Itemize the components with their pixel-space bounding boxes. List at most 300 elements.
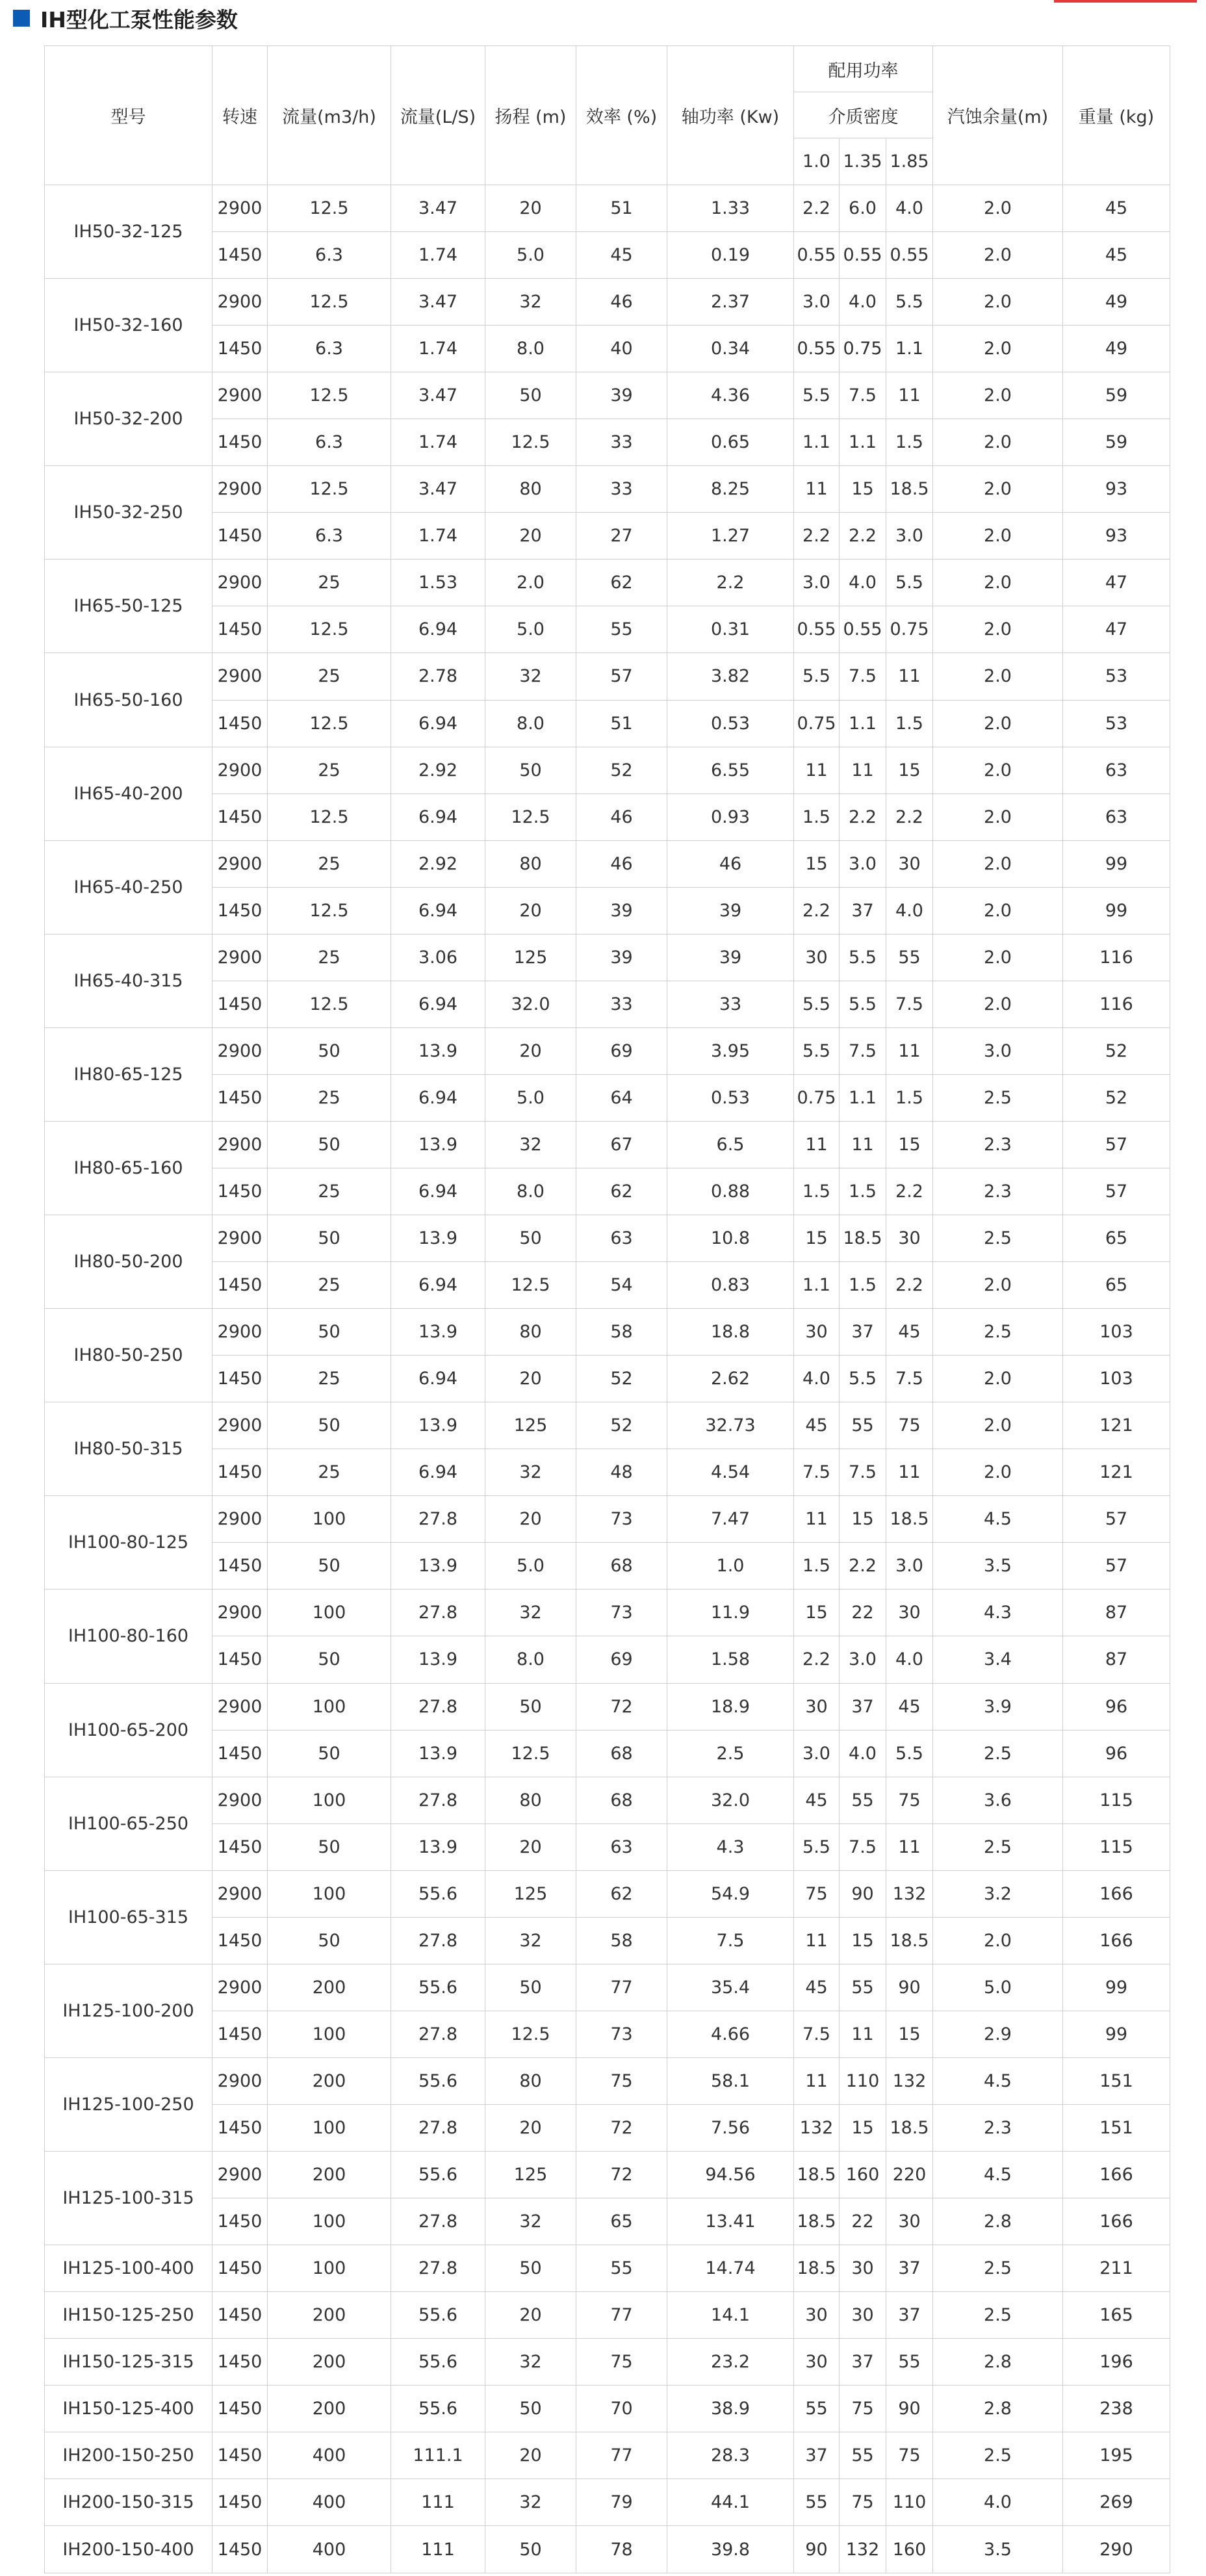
weight-cell: 93 (1063, 513, 1170, 560)
npsh-cell: 3.6 (933, 1777, 1063, 1823)
speed-cell: 1450 (212, 2479, 268, 2526)
flow-ls-cell: 27.8 (391, 2245, 485, 2292)
power-density-3-cell: 3.0 (886, 513, 933, 560)
efficiency-cell: 52 (576, 747, 667, 793)
flow-ls-cell: 3.47 (391, 279, 485, 326)
header-density-1: 1.0 (794, 138, 840, 185)
model-cell: IH50-32-125 (45, 185, 212, 279)
power-density-3-cell: 30 (886, 2198, 933, 2245)
model-cell: IH50-32-250 (45, 466, 212, 560)
flow-m3h-cell: 12.5 (268, 279, 391, 326)
shaft-power-cell: 3.95 (667, 1027, 794, 1074)
efficiency-cell: 75 (576, 2057, 667, 2104)
table-row (45, 793, 1170, 840)
table-row (45, 232, 1170, 279)
power-density-1-cell: 18.5 (794, 2151, 840, 2198)
weight-cell: 121 (1063, 1449, 1170, 1496)
efficiency-cell: 75 (576, 2339, 667, 2386)
npsh-cell: 2.0 (933, 279, 1063, 326)
flow-ls-cell: 55.6 (391, 2292, 485, 2339)
power-density-1-cell: 30 (794, 2292, 840, 2339)
power-density-3-cell: 15 (886, 747, 933, 793)
npsh-cell: 4.5 (933, 1496, 1063, 1543)
weight-cell: 57 (1063, 1168, 1170, 1215)
power-density-3-cell: 15 (886, 1121, 933, 1168)
head-cell: 80 (485, 1777, 576, 1823)
efficiency-cell: 33 (576, 981, 667, 1027)
power-density-1-cell: 0.75 (794, 700, 840, 747)
speed-cell: 1450 (212, 2526, 268, 2573)
flow-m3h-cell: 50 (268, 1730, 391, 1777)
power-density-3-cell: 37 (886, 2292, 933, 2339)
weight-cell: 99 (1063, 2011, 1170, 2057)
head-cell: 20 (485, 1356, 576, 1402)
npsh-cell: 2.8 (933, 2339, 1063, 2386)
weight-cell: 57 (1063, 1496, 1170, 1543)
efficiency-cell: 62 (576, 1870, 667, 1917)
speed-cell: 1450 (212, 232, 268, 279)
power-density-3-cell: 4.0 (886, 887, 933, 934)
flow-m3h-cell: 25 (268, 747, 391, 793)
shaft-power-cell: 23.2 (667, 2339, 794, 2386)
power-density-1-cell: 2.2 (794, 887, 840, 934)
power-density-1-cell: 11 (794, 2057, 840, 2104)
npsh-cell: 3.5 (933, 1543, 1063, 1590)
shaft-power-cell: 6.5 (667, 1121, 794, 1168)
head-cell: 50 (485, 2386, 576, 2432)
table-row (45, 1496, 1170, 1543)
shaft-power-cell: 11.9 (667, 1590, 794, 1636)
npsh-cell: 2.0 (933, 326, 1063, 372)
flow-m3h-cell: 200 (268, 2292, 391, 2339)
flow-m3h-cell: 12.5 (268, 700, 391, 747)
power-density-1-cell: 5.5 (794, 981, 840, 1027)
efficiency-cell: 64 (576, 1074, 667, 1121)
weight-cell: 196 (1063, 2339, 1170, 2386)
speed-cell: 2900 (212, 185, 268, 232)
flow-m3h-cell: 100 (268, 2011, 391, 2057)
power-density-3-cell: 5.5 (886, 560, 933, 606)
head-cell: 125 (485, 1870, 576, 1917)
power-density-2-cell: 7.5 (840, 1449, 886, 1496)
table-row (45, 1074, 1170, 1121)
speed-cell: 1450 (212, 2198, 268, 2245)
head-cell: 125 (485, 1402, 576, 1449)
npsh-cell: 2.0 (933, 981, 1063, 1027)
power-density-3-cell: 90 (886, 1964, 933, 2011)
flow-m3h-cell: 25 (268, 1356, 391, 1402)
efficiency-cell: 70 (576, 2386, 667, 2432)
power-density-3-cell: 110 (886, 2479, 933, 2526)
power-density-3-cell: 1.5 (886, 1074, 933, 1121)
flow-ls-cell: 2.92 (391, 747, 485, 793)
shaft-power-cell: 0.34 (667, 326, 794, 372)
weight-cell: 53 (1063, 700, 1170, 747)
power-density-3-cell: 11 (886, 653, 933, 700)
flow-m3h-cell: 200 (268, 2151, 391, 2198)
performance-table (44, 45, 1170, 2573)
power-density-1-cell: 11 (794, 466, 840, 513)
flow-m3h-cell: 200 (268, 2386, 391, 2432)
speed-cell: 2900 (212, 466, 268, 513)
weight-cell: 115 (1063, 1777, 1170, 1823)
efficiency-cell: 57 (576, 653, 667, 700)
efficiency-cell: 72 (576, 2151, 667, 2198)
weight-cell: 96 (1063, 1683, 1170, 1730)
head-cell: 125 (485, 2151, 576, 2198)
table-row (45, 700, 1170, 747)
weight-cell: 116 (1063, 981, 1170, 1027)
efficiency-cell: 68 (576, 1777, 667, 1823)
head-cell: 32 (485, 1917, 576, 1964)
efficiency-cell: 77 (576, 1964, 667, 2011)
model-cell: IH80-65-125 (45, 1027, 212, 1121)
flow-m3h-cell: 200 (268, 1964, 391, 2011)
npsh-cell: 2.0 (933, 1449, 1063, 1496)
speed-cell: 1450 (212, 793, 268, 840)
head-cell: 20 (485, 1027, 576, 1074)
flow-m3h-cell: 100 (268, 1870, 391, 1917)
efficiency-cell: 67 (576, 1121, 667, 1168)
flow-m3h-cell: 6.3 (268, 232, 391, 279)
model-cell: IH80-50-200 (45, 1215, 212, 1309)
table-row (45, 2479, 1170, 2526)
speed-cell: 2900 (212, 1309, 268, 1356)
flow-m3h-cell: 25 (268, 1449, 391, 1496)
power-density-3-cell: 30 (886, 1215, 933, 1262)
shaft-power-cell: 4.36 (667, 372, 794, 419)
speed-cell: 2900 (212, 747, 268, 793)
model-cell: IH65-40-315 (45, 934, 212, 1027)
model-cell: IH50-32-160 (45, 279, 212, 372)
flow-ls-cell: 55.6 (391, 1964, 485, 2011)
head-cell: 12.5 (485, 1730, 576, 1777)
power-density-2-cell: 3.0 (840, 1636, 886, 1683)
power-density-1-cell: 11 (794, 1121, 840, 1168)
head-cell: 32 (485, 279, 576, 326)
flow-ls-cell: 111 (391, 2479, 485, 2526)
speed-cell: 1450 (212, 2011, 268, 2057)
speed-cell: 2900 (212, 653, 268, 700)
head-cell: 32 (485, 1449, 576, 1496)
weight-cell: 99 (1063, 1964, 1170, 2011)
power-density-3-cell: 7.5 (886, 981, 933, 1027)
flow-ls-cell: 1.74 (391, 232, 485, 279)
shaft-power-cell: 32.0 (667, 1777, 794, 1823)
power-density-2-cell: 22 (840, 1590, 886, 1636)
efficiency-cell: 77 (576, 2292, 667, 2339)
speed-cell: 2900 (212, 1777, 268, 1823)
table-row (45, 606, 1170, 653)
npsh-cell: 2.5 (933, 1730, 1063, 1777)
power-density-2-cell: 15 (840, 2104, 886, 2151)
npsh-cell: 2.0 (933, 232, 1063, 279)
table-row (45, 1636, 1170, 1683)
shaft-power-cell: 7.5 (667, 1917, 794, 1964)
flow-m3h-cell: 25 (268, 934, 391, 981)
power-density-3-cell: 55 (886, 934, 933, 981)
flow-m3h-cell: 12.5 (268, 185, 391, 232)
speed-cell: 1450 (212, 981, 268, 1027)
head-cell: 50 (485, 2245, 576, 2292)
speed-cell: 1450 (212, 1449, 268, 1496)
weight-cell: 151 (1063, 2057, 1170, 2104)
head-cell: 80 (485, 2057, 576, 2104)
power-density-2-cell: 3.0 (840, 840, 886, 887)
shaft-power-cell: 1.0 (667, 1543, 794, 1590)
power-density-3-cell: 1.1 (886, 326, 933, 372)
efficiency-cell: 46 (576, 793, 667, 840)
npsh-cell: 2.0 (933, 653, 1063, 700)
flow-ls-cell: 13.9 (391, 1215, 485, 1262)
flow-ls-cell: 55.6 (391, 2057, 485, 2104)
weight-cell: 45 (1063, 232, 1170, 279)
power-density-1-cell: 2.2 (794, 513, 840, 560)
head-cell: 20 (485, 1496, 576, 1543)
flow-m3h-cell: 25 (268, 560, 391, 606)
power-density-2-cell: 55 (840, 1402, 886, 1449)
flow-m3h-cell: 25 (268, 1168, 391, 1215)
flow-m3h-cell: 50 (268, 1027, 391, 1074)
flow-m3h-cell: 12.5 (268, 981, 391, 1027)
weight-cell: 65 (1063, 1262, 1170, 1309)
power-density-2-cell: 7.5 (840, 653, 886, 700)
weight-cell: 269 (1063, 2479, 1170, 2526)
model-cell: IH80-65-160 (45, 1121, 212, 1215)
table-row (45, 513, 1170, 560)
speed-cell: 1450 (212, 1262, 268, 1309)
head-cell: 5.0 (485, 1543, 576, 1590)
header-density: 介质密度 (794, 92, 933, 138)
efficiency-cell: 62 (576, 1168, 667, 1215)
table-row (45, 279, 1170, 326)
efficiency-cell: 52 (576, 1356, 667, 1402)
power-density-2-cell: 1.1 (840, 419, 886, 466)
header-matched-power: 配用功率 (794, 46, 933, 92)
shaft-power-cell: 58.1 (667, 2057, 794, 2104)
model-cell: IH100-65-200 (45, 1683, 212, 1777)
page-title: IH型化工泵性能参数 (40, 6, 238, 32)
model-cell: IH150-125-315 (45, 2339, 212, 2386)
table-row (45, 1309, 1170, 1356)
flow-ls-cell: 6.94 (391, 1449, 485, 1496)
header-head: 扬程 (m) (485, 46, 576, 185)
weight-cell: 99 (1063, 887, 1170, 934)
table-row (45, 2432, 1170, 2479)
power-density-3-cell: 45 (886, 1683, 933, 1730)
shaft-power-cell: 46 (667, 840, 794, 887)
shaft-power-cell: 28.3 (667, 2432, 794, 2479)
efficiency-cell: 39 (576, 934, 667, 981)
header-density-2: 1.35 (840, 138, 886, 185)
weight-cell: 52 (1063, 1074, 1170, 1121)
npsh-cell: 2.0 (933, 934, 1063, 981)
power-density-1-cell: 1.1 (794, 1262, 840, 1309)
table-row (45, 2292, 1170, 2339)
model-cell: IH80-50-315 (45, 1402, 212, 1496)
power-density-2-cell: 2.2 (840, 793, 886, 840)
flow-ls-cell: 6.94 (391, 1074, 485, 1121)
power-density-1-cell: 30 (794, 934, 840, 981)
head-cell: 80 (485, 1309, 576, 1356)
power-density-2-cell: 37 (840, 1683, 886, 1730)
power-density-1-cell: 15 (794, 1590, 840, 1636)
power-density-3-cell: 37 (886, 2245, 933, 2292)
power-density-2-cell: 110 (840, 2057, 886, 2104)
head-cell: 32 (485, 2479, 576, 2526)
flow-m3h-cell: 50 (268, 1402, 391, 1449)
power-density-2-cell: 11 (840, 1121, 886, 1168)
power-density-1-cell: 11 (794, 1917, 840, 1964)
table-row (45, 887, 1170, 934)
head-cell: 50 (485, 1215, 576, 1262)
flow-ls-cell: 27.8 (391, 1777, 485, 1823)
speed-cell: 1450 (212, 2339, 268, 2386)
weight-cell: 195 (1063, 2432, 1170, 2479)
power-density-3-cell: 1.5 (886, 700, 933, 747)
head-cell: 5.0 (485, 606, 576, 653)
header-model: 型号 (45, 46, 212, 185)
model-cell: IH65-40-250 (45, 840, 212, 934)
npsh-cell: 4.3 (933, 1590, 1063, 1636)
power-density-2-cell: 18.5 (840, 1215, 886, 1262)
npsh-cell: 2.0 (933, 466, 1063, 513)
power-density-2-cell: 11 (840, 747, 886, 793)
flow-ls-cell: 3.47 (391, 185, 485, 232)
npsh-cell: 2.0 (933, 840, 1063, 887)
speed-cell: 2900 (212, 2151, 268, 2198)
power-density-3-cell: 11 (886, 1027, 933, 1074)
flow-ls-cell: 1.74 (391, 419, 485, 466)
weight-cell: 59 (1063, 419, 1170, 466)
power-density-3-cell: 30 (886, 840, 933, 887)
power-density-2-cell: 7.5 (840, 1823, 886, 1870)
power-density-2-cell: 4.0 (840, 1730, 886, 1777)
power-density-1-cell: 5.5 (794, 1027, 840, 1074)
power-density-1-cell: 45 (794, 1402, 840, 1449)
power-density-3-cell: 132 (886, 2057, 933, 2104)
flow-ls-cell: 3.06 (391, 934, 485, 981)
flow-m3h-cell: 100 (268, 2198, 391, 2245)
efficiency-cell: 51 (576, 185, 667, 232)
table-row (45, 2104, 1170, 2151)
power-density-1-cell: 0.75 (794, 1074, 840, 1121)
shaft-power-cell: 0.19 (667, 232, 794, 279)
efficiency-cell: 58 (576, 1917, 667, 1964)
power-density-3-cell: 4.0 (886, 185, 933, 232)
power-density-2-cell: 75 (840, 2386, 886, 2432)
section-heading (0, 1, 238, 35)
weight-cell: 99 (1063, 840, 1170, 887)
npsh-cell: 5.0 (933, 1964, 1063, 2011)
power-density-2-cell: 1.1 (840, 1074, 886, 1121)
npsh-cell: 4.5 (933, 2151, 1063, 2198)
shaft-power-cell: 13.41 (667, 2198, 794, 2245)
shaft-power-cell: 38.9 (667, 2386, 794, 2432)
flow-m3h-cell: 50 (268, 1823, 391, 1870)
head-cell: 12.5 (485, 2011, 576, 2057)
header-flow-m3h: 流量(m3/h) (268, 46, 391, 185)
shaft-power-cell: 1.27 (667, 513, 794, 560)
shaft-power-cell: 14.1 (667, 2292, 794, 2339)
speed-cell: 2900 (212, 1215, 268, 1262)
table-row (45, 2339, 1170, 2386)
head-cell: 32 (485, 2339, 576, 2386)
table-row (45, 1168, 1170, 1215)
flow-m3h-cell: 200 (268, 2057, 391, 2104)
table-body (45, 185, 1170, 2573)
speed-cell: 1450 (212, 1356, 268, 1402)
shaft-power-cell: 54.9 (667, 1870, 794, 1917)
power-density-1-cell: 5.5 (794, 372, 840, 419)
npsh-cell: 2.8 (933, 2198, 1063, 2245)
table-row (45, 653, 1170, 700)
power-density-1-cell: 2.2 (794, 1636, 840, 1683)
efficiency-cell: 69 (576, 1636, 667, 1683)
header-efficiency: 效率 (%) (576, 46, 667, 185)
flow-ls-cell: 13.9 (391, 1402, 485, 1449)
speed-cell: 2900 (212, 1590, 268, 1636)
flow-m3h-cell: 6.3 (268, 326, 391, 372)
table-row (45, 747, 1170, 793)
power-density-1-cell: 30 (794, 1683, 840, 1730)
shaft-power-cell: 94.56 (667, 2151, 794, 2198)
power-density-1-cell: 132 (794, 2104, 840, 2151)
power-density-2-cell: 6.0 (840, 185, 886, 232)
power-density-1-cell: 1.5 (794, 1168, 840, 1215)
flow-ls-cell: 13.9 (391, 1543, 485, 1590)
npsh-cell: 2.0 (933, 419, 1063, 466)
efficiency-cell: 52 (576, 1402, 667, 1449)
head-cell: 5.0 (485, 232, 576, 279)
flow-ls-cell: 1.74 (391, 513, 485, 560)
npsh-cell: 2.5 (933, 2245, 1063, 2292)
head-cell: 20 (485, 2292, 576, 2339)
weight-cell: 53 (1063, 653, 1170, 700)
npsh-cell: 3.4 (933, 1636, 1063, 1683)
efficiency-cell: 65 (576, 2198, 667, 2245)
flow-ls-cell: 13.9 (391, 1121, 485, 1168)
flow-ls-cell: 13.9 (391, 1823, 485, 1870)
weight-cell: 96 (1063, 1730, 1170, 1777)
speed-cell: 2900 (212, 840, 268, 887)
head-cell: 32 (485, 653, 576, 700)
power-density-3-cell: 55 (886, 2339, 933, 2386)
speed-cell: 1450 (212, 1917, 268, 1964)
weight-cell: 238 (1063, 2386, 1170, 2432)
table-row (45, 419, 1170, 466)
power-density-1-cell: 37 (794, 2432, 840, 2479)
head-cell: 50 (485, 1683, 576, 1730)
model-cell: IH150-125-400 (45, 2386, 212, 2432)
flow-m3h-cell: 100 (268, 1590, 391, 1636)
npsh-cell: 2.0 (933, 372, 1063, 419)
efficiency-cell: 39 (576, 372, 667, 419)
flow-ls-cell: 1.53 (391, 560, 485, 606)
power-density-1-cell: 7.5 (794, 2011, 840, 2057)
power-density-2-cell: 1.5 (840, 1262, 886, 1309)
flow-m3h-cell: 100 (268, 1683, 391, 1730)
power-density-3-cell: 30 (886, 1590, 933, 1636)
power-density-1-cell: 5.5 (794, 653, 840, 700)
power-density-1-cell: 90 (794, 2526, 840, 2573)
speed-cell: 2900 (212, 2057, 268, 2104)
model-cell: IH125-100-200 (45, 1964, 212, 2057)
head-cell: 20 (485, 2432, 576, 2479)
speed-cell: 2900 (212, 1683, 268, 1730)
table-row (45, 185, 1170, 232)
weight-cell: 63 (1063, 747, 1170, 793)
